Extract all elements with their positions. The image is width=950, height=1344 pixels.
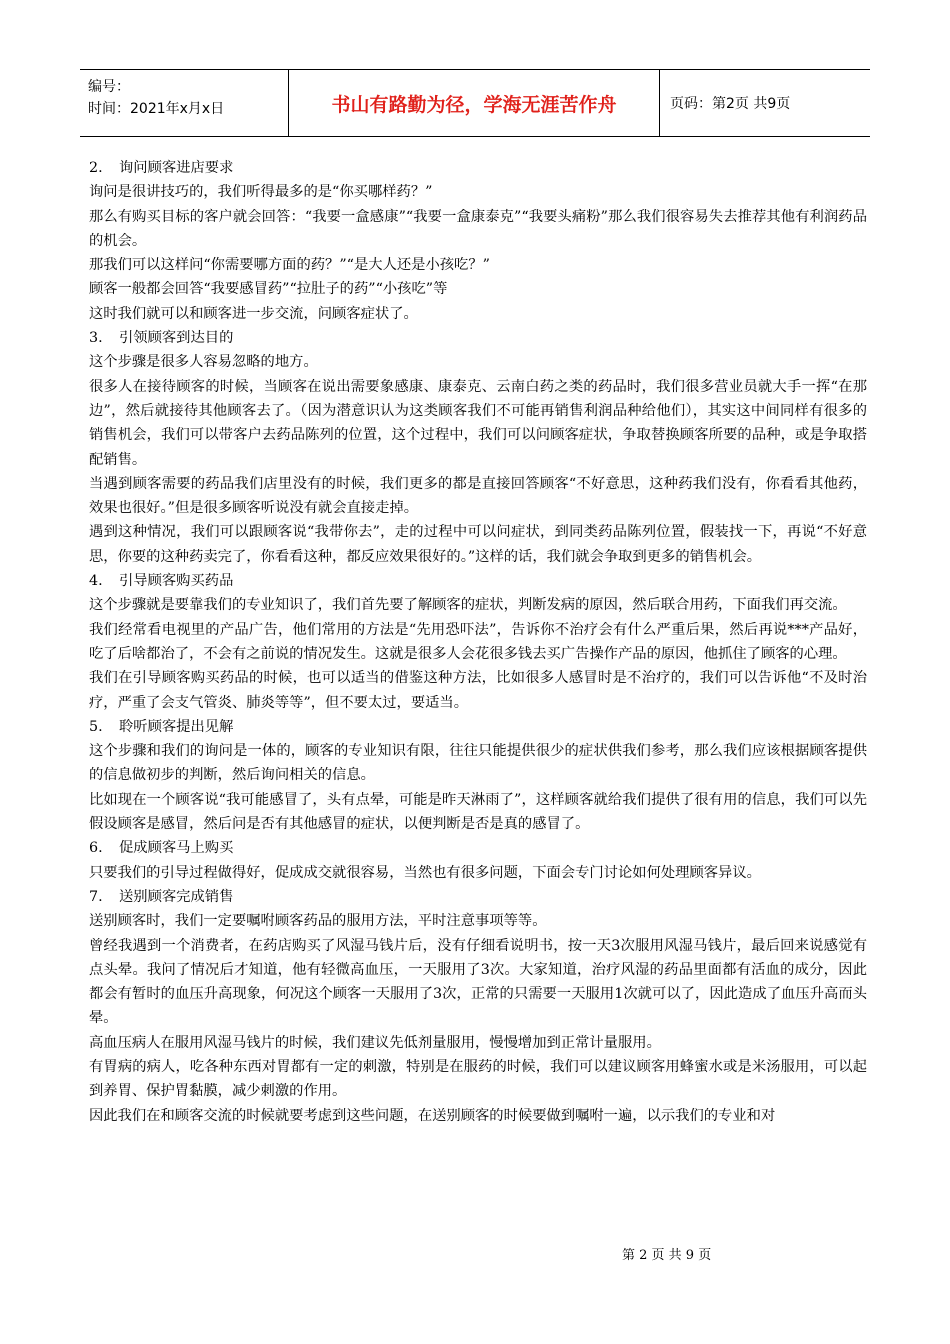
section-number: 4. — [89, 573, 103, 590]
header-motto: 书山有路勤为径，学海无涯苦作舟 — [289, 70, 660, 136]
header-time: 时间：2021年x月x日 — [88, 101, 225, 117]
paragraph: 只要我们的引导过程做得好，促成成交就很容易，当然也有很多问题，下面会专门讨论如何处理顾客异议。 — [89, 864, 761, 881]
paragraph: 我们在引导顾客购买药品的时候，也可以适当的借鉴这种方法，比如很多人感冒时是不治疗的，我们可以告诉他“不及时治疗，严重了会支气管炎、肺炎等等”，但不要太过，要适当。 — [89, 670, 867, 711]
paragraph: 曾经我遇到一个消费者，在药店购买了风湿马钱片后，没有仔细看说明书，按一天3次服用风湿马钱片，最后回来说感觉有点头晕。我问了情况后才知道，他有轻微高血压，一天服用了3次。大家知道，治疗风湿的药品里面都有活血的成分，因此都会有暂时的血压升高现象，何况这个顾客一天服用了3次，正常的只需要一天服用1次就可以了，因此造成了血压升高而头晕。 — [89, 937, 867, 1027]
paragraph: 这个步骤是很多人容易忽略的地方。 — [89, 354, 318, 371]
section-number: 3. — [89, 330, 103, 347]
section-title: 引领顾客到达目的 — [119, 330, 234, 347]
paragraph: 因此我们在和顾客交流的时候就要考虑到这些问题，在送别顾客的时候要做到嘱咐一遍，以示我们的专业和对 — [89, 1107, 776, 1124]
paragraph: 顾客一般都会回答“我要感冒药”“拉肚子的药”“小孩吃”等 — [89, 281, 448, 298]
section-number: 5. — [89, 718, 103, 735]
paragraph: 这个步骤和我们的询问是一体的，顾客的专业知识有限，往往只能提供很少的症状供我们参考，那么我们应该根据顾客提供的信息做初步的判断，然后询问相关的信息。 — [89, 743, 867, 784]
header-page: 页码：第2页 共9页 — [670, 96, 791, 112]
paragraph: 我们经常看电视里的产品广告，他们常用的方法是“先用恐吓法”，告诉你不治疗会有什么严重后果，然后再说***产品好，吃了后啥都治了，不会有之前说的情况发生。这就是很多人会花很多钱去买广告操作产品的原因，他抓住了顾客的心理。 — [89, 621, 867, 662]
section-title: 询问顾客进店要求 — [119, 160, 234, 176]
section-number: 7. — [89, 888, 103, 905]
paragraph: 高血压病人在服用风湿马钱片的时候，我们建议先低剂量服用，慢慢增加到正常计量服用。 — [89, 1034, 661, 1051]
paragraph: 这个步骤就是要靠我们的专业知识了，我们首先要了解顾客的症状，判断发病的原因，然后联合用药，下面我们再交流。 — [89, 597, 847, 614]
section-number: 2. — [89, 160, 103, 176]
section-title: 送别顾客完成销售 — [119, 888, 234, 905]
section-number: 6. — [89, 840, 103, 857]
paragraph: 这时我们就可以和顾客进一步交流，问顾客症状了。 — [89, 305, 418, 322]
paragraph: 比如现在一个顾客说“我可能感冒了，头有点晕，可能是昨天淋雨了”，这样顾客就给我们提供了很有用的信息，我们可以先假设顾客是感冒，然后问是否有其他感冒的症状，以便判断是否是真的感冒了。 — [89, 791, 867, 833]
section-heading — [89, 715, 867, 739]
page-header — [80, 69, 870, 137]
section-heading — [89, 569, 867, 593]
paragraph: 那么有购买目标的客户就会回答：“我要一盒感康”“我要一盒康泰克”“我要头痛粉”那么我们很容易失去推荐其他有利润药品的机会。 — [89, 208, 867, 249]
paragraph: 当遇到顾客需要的药品我们店里没有的时候，我们更多的都是直接回答顾客“不好意思，这种药我们没有，你看看其他药，效果也很好。”但是很多顾客听说没有就会直接走掉。 — [89, 475, 867, 517]
paragraph: 那我们可以这样问“你需要哪方面的药？”“是大人还是小孩吃？” — [89, 257, 490, 274]
section-title: 聆听顾客提出见解 — [119, 718, 234, 735]
paragraph: 送别顾客时，我们一定要嘱咐顾客药品的服用方法，平时注意事项等等。 — [89, 913, 547, 930]
section-title: 促成顾客马上购买 — [119, 840, 234, 857]
section-heading — [89, 156, 867, 180]
section-title: 引导顾客购买药品 — [119, 573, 234, 590]
section-heading — [89, 326, 867, 350]
paragraph: 遇到这种情况，我们可以跟顾客说“我带你去”，走的过程中可以问症状，到同类药品陈列位置，假装找一下，再说“不好意思，你要的这种药卖完了，你看看这种，都反应效果很好的。”这样的话，我们就会争取到更多的销售机会。 — [89, 524, 867, 565]
section-heading — [89, 836, 867, 860]
document-body — [89, 156, 867, 1128]
page-footer: 第 2 页 共 9 页 — [622, 1248, 712, 1263]
header-number: 编号： — [88, 79, 130, 95]
paragraph: 有胃病的病人，吃各种东西对胃都有一定的刺激，特别是在服药的时候，我们可以建议顾客用蜂蜜水或是米汤服用，可以起到养胃、保护胃黏膜，减少刺激的作用。 — [89, 1058, 867, 1100]
header-meta — [80, 70, 289, 136]
paragraph: 询问是很讲技巧的，我们听得最多的是“你买哪样药？” — [89, 184, 433, 201]
paragraph: 很多人在接待顾客的时候，当顾客在说出需要象感康、康泰克、云南白药之类的药品时，我们很多营业员就大手一挥“在那边”，然后就接待其他顾客去了。（因为潜意识认为这类顾客我们不可能再销售利润品种给他们），其实这中间同样有很多的销售机会，我们可以带客户去药品陈列的位置，这个过程中，我们可以问顾客症状，争取替换顾客所要的品种，或是争取搭配销售。 — [89, 378, 867, 468]
section-heading — [89, 885, 867, 909]
